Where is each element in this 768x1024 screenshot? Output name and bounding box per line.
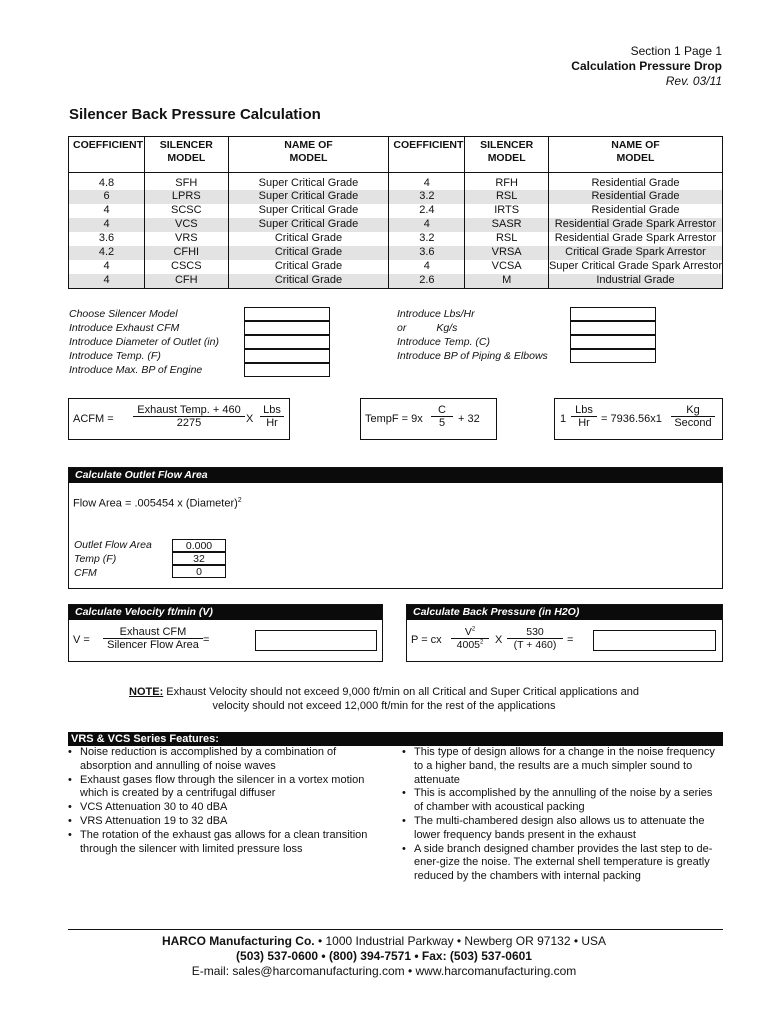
coefficient-cell-2: 3.6	[389, 246, 465, 260]
input-labels-left	[69, 307, 219, 377]
footer-rule	[68, 929, 723, 930]
model-name-cell-2: Residential Grade	[548, 204, 722, 218]
table-row	[69, 274, 723, 288]
coefficient-cell: 4	[103, 259, 110, 272]
table-row	[69, 218, 723, 232]
table-row	[69, 232, 723, 246]
model-name-cell: Critical Grade	[228, 260, 389, 274]
bp-times: X	[495, 634, 503, 646]
tempf-formula	[360, 398, 497, 440]
temp-c-input[interactable]	[570, 335, 656, 349]
conv-den: Hr	[578, 417, 590, 429]
silencer-model-cell-2: RSL	[465, 232, 549, 246]
outlet-temp-value: 32	[172, 552, 226, 565]
footer-address-line: HARCO Manufacturing Co. • 1000 Industrial Parkway • Newberg OR 97132 • USA	[161, 934, 607, 948]
features-heading: VRS & VCS Series Features:	[68, 732, 723, 746]
coefficient-cell-2: 4	[389, 218, 465, 232]
silencer-model-cell-2: RFH	[465, 177, 549, 191]
velocity-den: Silencer Flow Area	[107, 639, 199, 651]
silencer-model-cell: LPRS	[145, 190, 229, 204]
features-right-list	[402, 746, 720, 884]
footer-phones: (503) 537-0600 • (800) 394-7571 • Fax: (503) 537-0601	[236, 949, 532, 963]
acfm-denominator: 2275	[176, 417, 202, 429]
tempf-fraction	[431, 404, 453, 429]
label-outlet-diameter: Introduce Diameter of Outlet (in)	[69, 336, 219, 348]
backpressure-heading: Calculate Back Pressure (in H2O)	[407, 605, 722, 620]
note-line-2: velocity should not exceed 12,000 ft/min for the rest of the applications	[212, 700, 556, 712]
header-coefficient: COEFFICIENT	[69, 137, 145, 173]
feature-item: • VRS Attenuation 19 to 32 dBA	[68, 815, 388, 829]
velocity-lhs: V =	[73, 634, 90, 646]
coefficient-cell-2: 4	[389, 177, 465, 191]
exhaust-cfm-input[interactable]	[244, 321, 330, 335]
silencer-model-cell: SFH	[145, 177, 229, 191]
section-page-label: Section 1 Page 1	[630, 44, 722, 58]
feature-item: • This is accomplished by the annulling of the noise by a series of chamber with acoustical packing	[402, 787, 720, 815]
conv-num2: Kg	[671, 404, 715, 417]
coefficient-cell-2: 4	[389, 260, 465, 274]
coefficient-cell: 3.6	[98, 232, 115, 245]
bp-num2: 530	[507, 626, 563, 639]
tempf-lhs: TempF = 9x	[365, 413, 423, 425]
velocity-heading: Calculate Velocity ft/min (V)	[69, 605, 382, 620]
outlet-rows-labels	[74, 538, 152, 580]
label-lbs-hr: Introduce Lbs/Hr	[397, 308, 475, 320]
label-exhaust-cfm: Introduce Exhaust CFM	[69, 322, 180, 334]
velocity-result-box	[255, 630, 377, 651]
conversion-formula	[554, 398, 723, 440]
acfm-lhs: ACFM =	[73, 413, 114, 425]
silencer-model-input[interactable]	[244, 307, 330, 321]
outlet-flow-heading: Calculate Outlet Flow Area	[69, 468, 722, 483]
revision-label: Rev. 03/11	[665, 74, 722, 88]
model-name-cell: Super Critical Grade	[228, 204, 389, 218]
outlet-cfm-label: CFM	[74, 567, 97, 579]
coefficient-cell-2: 2.6	[389, 274, 465, 288]
feature-item: • The multi-chambered design also allows us to attenuate the lower frequency bands present in the exhaust	[402, 815, 720, 843]
model-name-cell: Critical Grade	[228, 246, 389, 260]
bp-piping-input[interactable]	[570, 349, 656, 363]
outlet-area-value: 0.000	[172, 539, 226, 552]
bp-lhs: P = cx	[411, 634, 442, 646]
model-name-cell-2: Residential Grade	[548, 190, 722, 204]
outlet-temp-label: Temp (F)	[74, 553, 117, 565]
outlet-rows-values	[172, 539, 226, 578]
model-name-cell-2: Industrial Grade	[548, 274, 722, 288]
input-labels-right	[397, 307, 548, 363]
coefficient-table	[68, 136, 723, 289]
coefficient-cell-2: 3.2	[389, 232, 465, 246]
conv-one: 1	[560, 413, 567, 425]
feature-item: • A side branch designed chamber provides the last step to de-ener-gize the noise. The external shell temperature is greatly reduced by the chambers with internal packing	[402, 843, 720, 884]
table-row	[69, 190, 723, 204]
model-name-cell-2: Critical Grade Spark Arrestor	[548, 246, 722, 260]
temp-f-input[interactable]	[244, 349, 330, 363]
table-row	[69, 246, 723, 260]
silencer-model-cell: CFH	[145, 274, 229, 288]
bp-fraction-1	[451, 626, 489, 651]
kgs-input[interactable]	[570, 321, 656, 335]
conv-fraction	[571, 404, 597, 429]
silencer-model-cell-2: IRTS	[465, 204, 549, 218]
bp-eq: =	[567, 634, 574, 646]
acfm-unit	[260, 404, 284, 429]
silencer-model-cell-2: VCSA	[465, 260, 549, 274]
velocity-num: Exhaust CFM	[103, 626, 203, 639]
page-title: Silencer Back Pressure Calculation	[69, 106, 321, 123]
silencer-model-cell-2: SASR	[465, 218, 549, 232]
label-temp-f: Introduce Temp. (F)	[69, 350, 161, 362]
coefficient-cell: 4.2	[69, 246, 145, 260]
outlet-flow-panel	[68, 467, 723, 589]
silencer-model-cell: VRS	[145, 232, 229, 246]
model-name-cell-2: Super Critical Grade Spark Arrestor	[548, 259, 722, 272]
table-row	[69, 260, 723, 274]
acfm-numerator: Exhaust Temp. + 460	[133, 404, 245, 417]
model-name-cell: Critical Grade	[228, 232, 389, 246]
document-title: Calculation Pressure Drop	[571, 59, 722, 73]
label-temp-c: Introduce Temp. (C)	[397, 336, 490, 348]
silencer-model-cell: SCSC	[145, 204, 229, 218]
header-silencer-model-2: SILENCER MODEL	[465, 137, 549, 173]
coefficient-cell-2: 3.2	[389, 190, 465, 204]
table-row	[69, 177, 723, 191]
outlet-cfm-value: 0	[172, 565, 226, 578]
backpressure-panel	[406, 604, 723, 662]
conv-fraction-2	[671, 404, 715, 429]
max-bp-input[interactable]	[244, 363, 330, 377]
feature-item: • The rotation of the exhaust gas allows for a clean transition through the silencer with limited pressure loss	[68, 829, 388, 857]
outlet-diameter-input[interactable]	[244, 335, 330, 349]
label-bp-piping: Introduce BP of Piping & Elbows	[397, 350, 548, 362]
model-name-cell: Critical Grade	[228, 274, 389, 288]
coefficient-cell: 4.8	[98, 176, 115, 189]
lbs-hr-input[interactable]	[570, 307, 656, 321]
label-choose-model: Choose Silencer Model	[69, 308, 178, 320]
model-name-cell-2: Residential Grade Spark Arrestor	[548, 232, 722, 246]
header-name-of-model-2: NAME OF MODEL	[548, 137, 722, 173]
velocity-eq: =	[203, 634, 210, 646]
bp-num1: $V^2$	[451, 626, 489, 639]
bp-fraction-2	[507, 626, 563, 651]
coefficient-cell: 4	[103, 204, 110, 217]
acfm-unit-den: Hr	[266, 417, 278, 429]
input-boxes-right	[570, 307, 656, 363]
silencer-model-cell-2: VRSA	[465, 246, 549, 260]
footer-email: E-mail: sales@harcomanufacturing.com • www.harcomanufacturing.com	[191, 964, 577, 978]
features-left-list	[68, 746, 388, 856]
velocity-fraction	[103, 626, 203, 651]
document-header	[571, 44, 722, 89]
silencer-model-cell: CFHI	[145, 246, 229, 260]
bp-result-box	[593, 630, 716, 651]
silencer-model-cell-2: RSL	[465, 190, 549, 204]
feature-item: • VCS Attenuation 30 to 40 dBA	[68, 801, 388, 815]
flow-area-formula: Flow Area = .005454 x (Diameter)$^2$	[73, 497, 242, 510]
tempf-rest: + 32	[458, 413, 480, 425]
outlet-area-label: Outlet Flow Area	[74, 539, 152, 551]
footer	[0, 934, 768, 979]
tempf-numerator: C	[431, 404, 453, 417]
model-name-cell-2: Residential Grade Spark Arrestor	[548, 218, 722, 232]
acfm-formula	[68, 398, 290, 440]
silencer-model-cell-2: M	[465, 274, 549, 288]
silencer-model-cell: VCS	[145, 218, 229, 232]
bp-den1: 4005$^2$	[456, 639, 484, 651]
bp-den2: (T + 460)	[513, 639, 557, 651]
model-name-cell: Super Critical Grade	[228, 190, 389, 204]
feature-item: • This type of design allows for a change in the noise frequency to a higher band, the results are a much simpler sound to attenuate	[402, 746, 720, 787]
model-name-cell: Super Critical Grade	[228, 177, 389, 191]
note-line-1: NOTE: Exhaust Velocity should not exceed 9,000 ft/min on all Critical and Super Critical applications and	[129, 686, 639, 698]
model-name-cell-2: Residential Grade	[548, 177, 722, 191]
conv-mid: = 7936.56x1	[601, 413, 662, 425]
label-or-kgs: or Kg/s	[397, 322, 458, 334]
feature-item: • Noise reduction is accomplished by a combination of absorption and annulling of noise waves	[68, 746, 388, 774]
label-max-bp: Introduce Max. BP of Engine	[69, 364, 203, 376]
model-name-cell: Super Critical Grade	[228, 218, 389, 232]
header-coefficient-2: COEFFICIENT	[389, 137, 465, 173]
acfm-times: X	[246, 413, 254, 425]
acfm-unit-num: Lbs	[260, 404, 284, 417]
header-silencer-model: SILENCER MODEL	[145, 137, 229, 173]
acfm-fraction	[133, 404, 245, 429]
coefficient-cell-2: 2.4	[389, 204, 465, 218]
tempf-denominator: 5	[438, 417, 446, 429]
feature-item: • Exhaust gases flow through the silencer in a vortex motion which is created by a centrifugal diffuser	[68, 774, 388, 802]
conv-num: Lbs	[571, 404, 597, 417]
velocity-panel	[68, 604, 383, 662]
header-name-of-model: NAME OF MODEL	[228, 137, 389, 173]
coefficient-cell: 4	[69, 274, 145, 288]
coefficient-cell: 6	[69, 190, 145, 204]
conv-den2: Second	[674, 417, 712, 429]
coefficient-cell: 4	[69, 218, 145, 232]
silencer-model-cell: CSCS	[145, 260, 229, 274]
table-row	[69, 204, 723, 218]
input-boxes-left	[244, 307, 330, 377]
exhaust-velocity-note	[0, 685, 768, 713]
